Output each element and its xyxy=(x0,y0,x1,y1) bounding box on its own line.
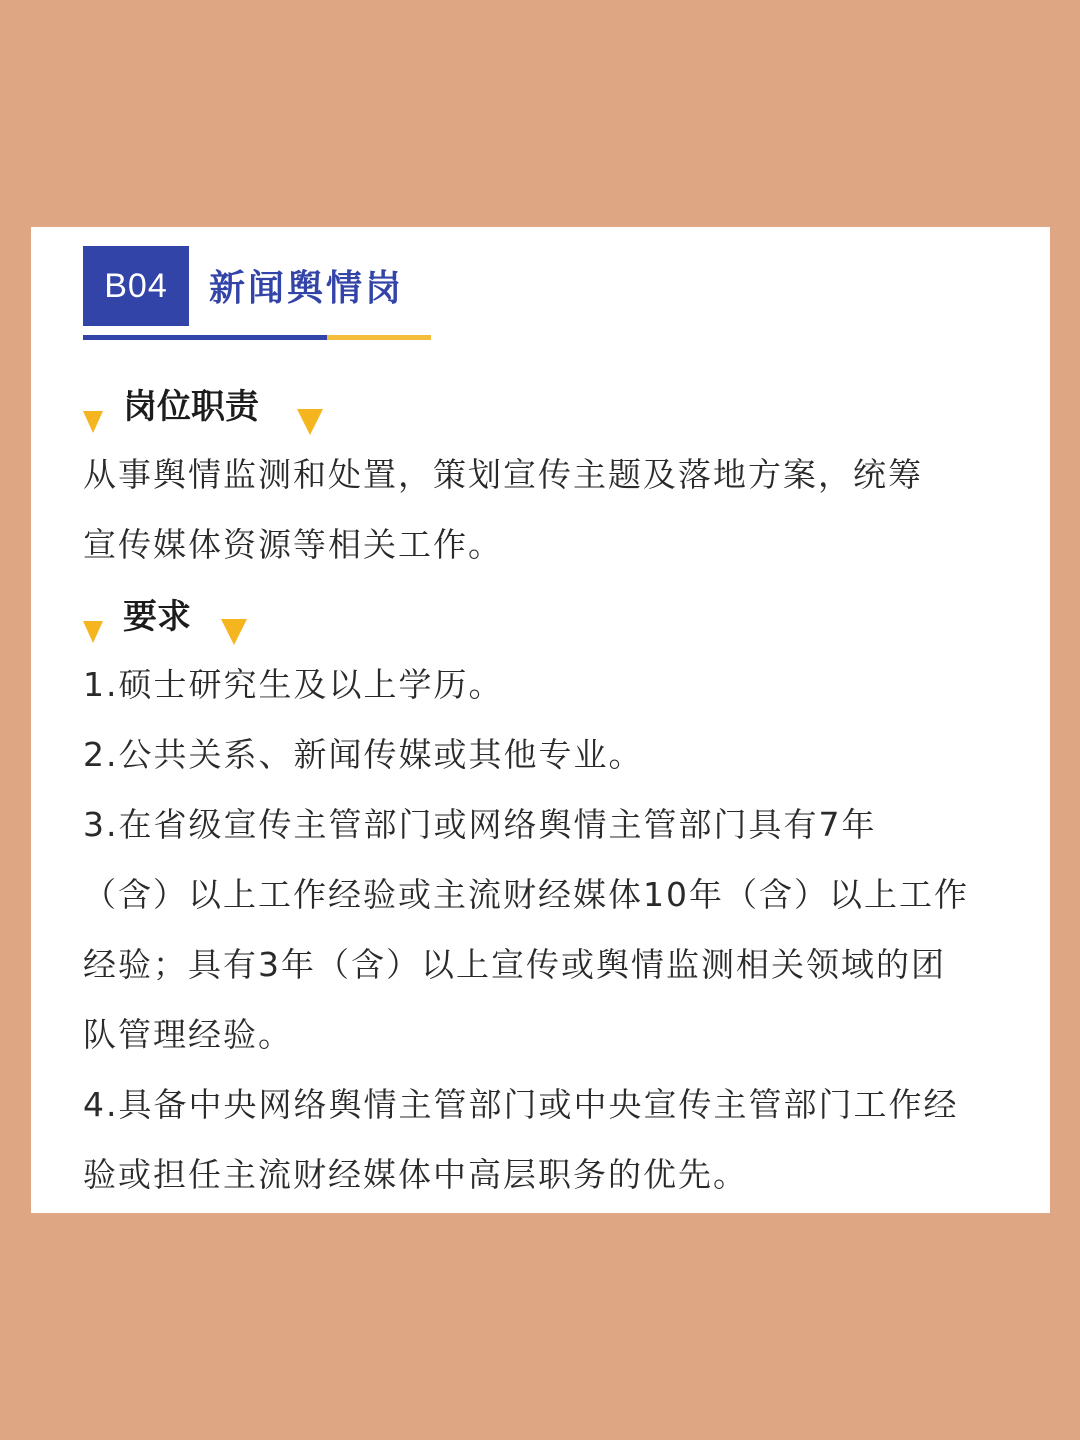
text-line: 经验；具有3年（含）以上宣传或舆情监测相关领域的团 xyxy=(83,945,946,984)
title-underline-blue xyxy=(83,335,327,340)
section-heading-requirements xyxy=(83,593,283,653)
job-card xyxy=(31,227,1050,1213)
section-heading-label: 要求 xyxy=(123,597,191,637)
triangle-marker-icon xyxy=(297,409,323,435)
title-underline-yellow xyxy=(327,335,431,340)
text-line: （含）以上工作经验或主流财经媒体10年（含）以上工作 xyxy=(83,875,969,914)
job-title: 新闻舆情岗 xyxy=(209,268,405,309)
text-line: 1.硕士研究生及以上学历。 xyxy=(83,665,504,704)
text-line: 3.在省级宣传主管部门或网络舆情主管部门具有7年 xyxy=(83,805,877,844)
text-line: 宣传媒体资源等相关工作。 xyxy=(83,525,503,564)
triangle-marker-icon xyxy=(221,619,247,645)
triangle-marker-icon xyxy=(83,621,103,643)
job-code-badge: B04 xyxy=(83,246,189,326)
section-heading-label: 岗位职责 xyxy=(123,387,259,427)
duties-text xyxy=(83,440,1001,580)
section-heading-duties xyxy=(83,383,343,443)
text-line: 验或担任主流财经媒体中高层职务的优先。 xyxy=(83,1155,748,1194)
requirements-text xyxy=(83,650,1001,1210)
text-line: 2.公共关系、新闻传媒或其他专业。 xyxy=(83,735,644,774)
triangle-marker-icon xyxy=(83,411,103,433)
text-line: 从事舆情监测和处置，策划宣传主题及落地方案，统筹 xyxy=(83,455,923,494)
text-line: 4.具备中央网络舆情主管部门或中央宣传主管部门工作经 xyxy=(83,1085,959,1124)
text-line: 队管理经验。 xyxy=(83,1015,293,1054)
